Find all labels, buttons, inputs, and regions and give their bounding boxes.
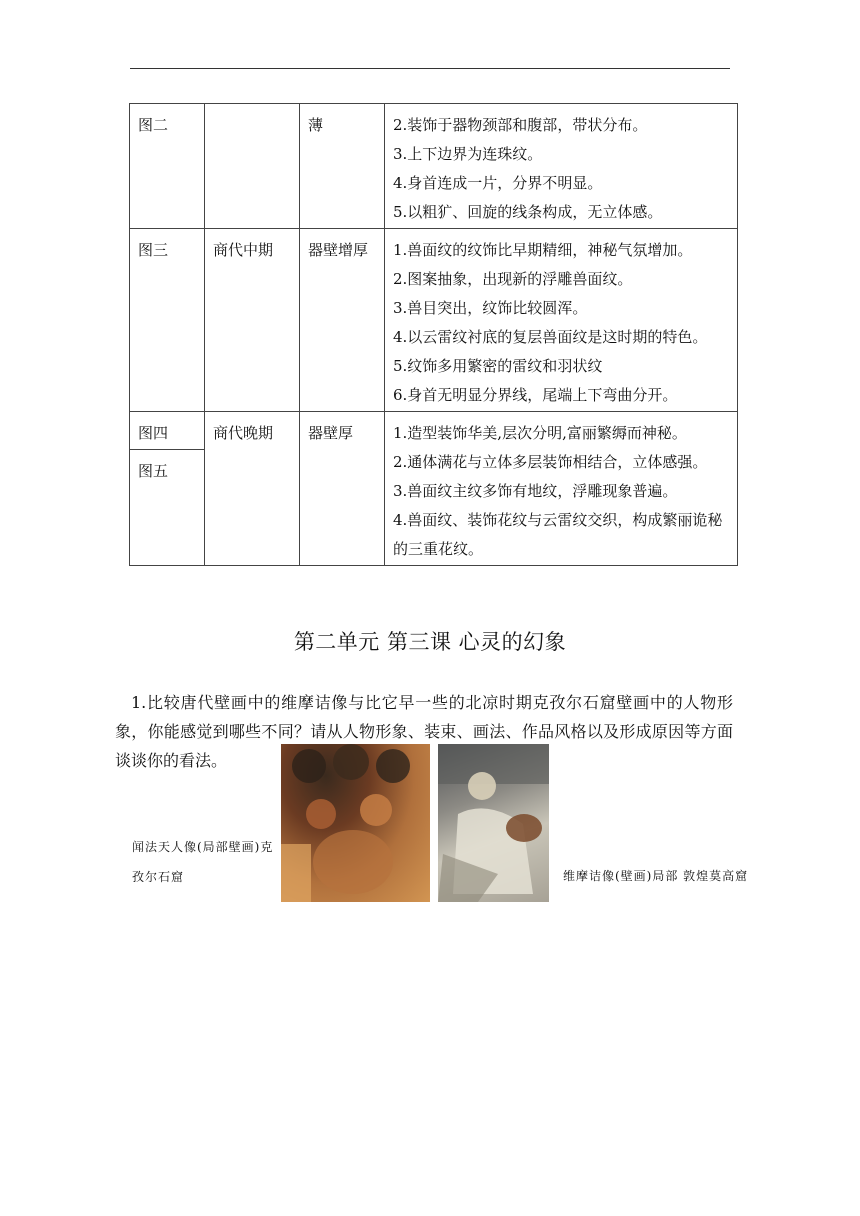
bronze-pattern-table [129,103,738,566]
table-row [130,104,738,229]
desc-line: 4.以云雷纹衬底的复层兽面纹是这时期的特色。 [393,328,708,346]
desc-cell [385,229,738,412]
wall-cell: 薄 [300,104,385,229]
desc-line: 5.纹饰多用繁密的雷纹和羽状纹 [393,357,603,375]
table-row [130,229,738,412]
vimalakirti-mural-image [438,744,549,902]
desc-line: 6.身首无明显分界线，尾端上下弯曲分开。 [393,386,678,404]
desc-line: 2.通体满花与立体多层装饰相结合，立体感强。 [393,453,708,471]
desc-line: 4.身首连成一片，分界不明显。 [393,174,603,192]
section-title: 第二单元 第三课 心灵的幻象 [293,630,567,654]
desc-line: 3.兽面纹主纹多饰有地纹，浮雕现象普遍。 [393,482,678,500]
desc-line: 5.以粗犷、回旋的线条构成，无立体感。 [393,203,663,221]
figure-cell [130,412,205,566]
desc-cell [385,104,738,229]
question-text: 1.比较唐代壁画中的维摩诘像与比它早一些的北凉时期克孜尔石窟壁画中的人物形象，你能感觉到哪些不同？请从人物形象、装束、画法、作品风格以及形成原因等方面谈谈你的看法。 [115,693,733,770]
desc-cell [385,412,738,566]
period-cell: 商代晚期 [205,412,300,566]
figure-cell: 图二 [130,104,205,229]
wall-cell: 器壁厚 [300,412,385,566]
wall-cell: 器壁增厚 [300,229,385,412]
caption-left: 闻法天人像(局部壁画)克孜尔石窟 [132,840,274,884]
desc-line: 3.上下边界为连珠纹。 [393,145,543,163]
caption-right: 维摩诘像(壁画)局部 敦煌莫高窟 [563,869,749,883]
desc-line: 1.兽面纹的纹饰比早期精细，神秘气氛增加。 [393,241,693,259]
desc-line: 2.装饰于器物颈部和腹部，带状分布。 [393,116,648,134]
desc-line: 1.造型装饰华美,层次分明,富丽繁缛而神秘。 [393,424,687,442]
figure-label: 图五 [138,462,169,480]
figure-label: 图四 [130,412,204,450]
table-row [130,412,738,566]
desc-line: 4.兽面纹、装饰花纹与云雷纹交织，构成繁丽诡秘的三重花纹。 [393,511,723,558]
desc-line: 2.图案抽象，出现新的浮雕兽面纹。 [393,270,633,288]
desc-line: 3.兽目突出，纹饰比较圆浑。 [393,299,588,317]
period-cell: 商代中期 [205,229,300,412]
header-rule [130,68,730,69]
figure-cell: 图三 [130,229,205,412]
kizil-mural-image [281,744,430,902]
period-cell [205,104,300,229]
